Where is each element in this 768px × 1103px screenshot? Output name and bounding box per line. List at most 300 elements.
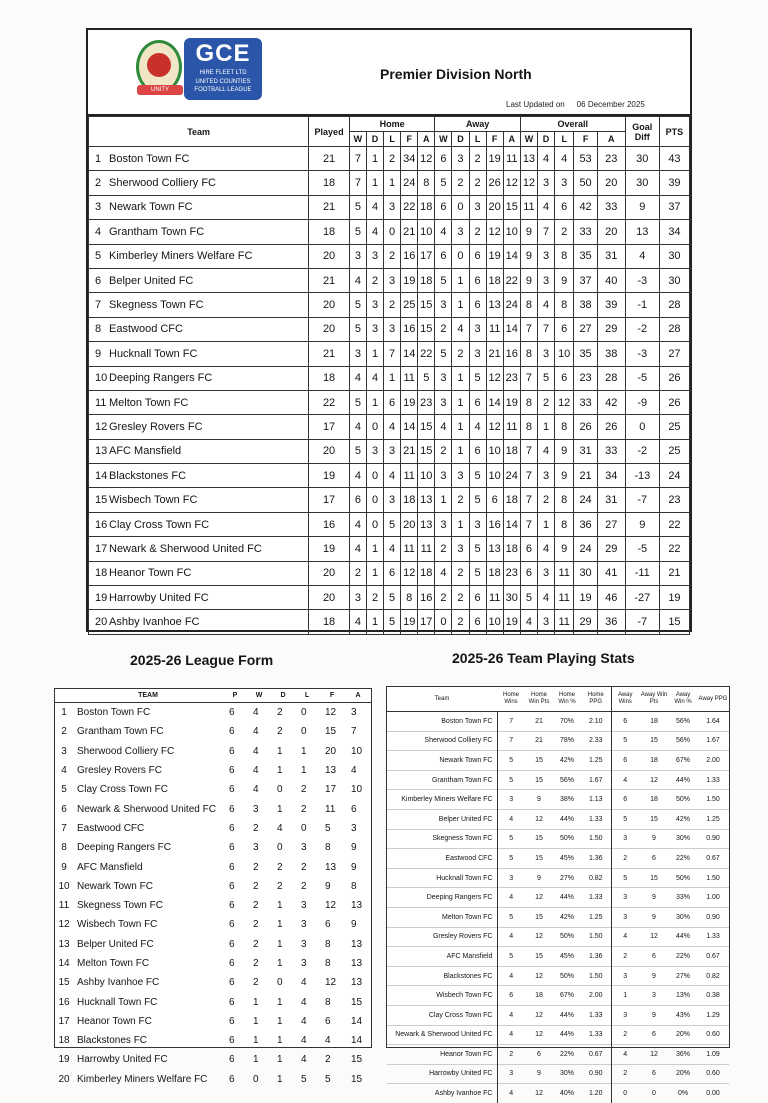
stat-cell: 30: [574, 561, 598, 585]
stats-cell: 1.33: [581, 888, 611, 908]
form-table: [55, 689, 371, 1089]
stat-cell: 5: [435, 268, 452, 292]
stats-cell: 44%: [553, 888, 581, 908]
form-title: 2025-26 League Form: [130, 652, 274, 668]
team-cell: [89, 171, 309, 195]
stat-cell: 6: [469, 293, 486, 317]
stat-cell: 20: [309, 561, 350, 585]
sub-header-a: A: [503, 132, 520, 147]
table-row: [89, 195, 690, 219]
stat-cell: 2: [452, 342, 469, 366]
division-title: Premier Division North: [380, 66, 532, 82]
form-stat-cell: 12: [325, 707, 337, 719]
stat-cell: 5: [349, 317, 366, 341]
table-row: [89, 342, 690, 366]
form-stat-cell: 3: [301, 842, 307, 854]
stat-cell: 0: [366, 512, 383, 536]
table-row: [55, 742, 371, 761]
stats-cell: 3: [497, 790, 525, 810]
stat-cell: 7: [349, 147, 366, 171]
table-row: [387, 1045, 729, 1065]
stats-team-name: Newark Town FC: [387, 751, 497, 771]
stat-cell: 4: [349, 366, 366, 390]
form-team-name: Belper United FC: [77, 938, 154, 950]
stats-cell: 0%: [669, 1084, 697, 1103]
stat-cell: 39: [659, 171, 689, 195]
stats-cell: 6: [497, 986, 525, 1006]
stat-cell: 9: [520, 244, 537, 268]
form-col-l: L: [295, 689, 319, 703]
stat-cell: 33: [574, 390, 598, 414]
form-position: 5: [61, 784, 67, 796]
stats-cell: 15: [639, 731, 669, 751]
stat-cell: 31: [597, 488, 625, 512]
form-position: 12: [58, 919, 70, 931]
form-stat-cell: 0: [277, 784, 283, 796]
stats-cell: 15: [639, 868, 669, 888]
stat-cell: -27: [625, 586, 659, 610]
stats-table-panel: [386, 686, 730, 1098]
stats-cell: 3: [497, 868, 525, 888]
stat-cell: 3: [384, 488, 401, 512]
stat-cell: 14: [503, 512, 520, 536]
form-position: 13: [58, 938, 70, 950]
stat-cell: 3: [537, 342, 554, 366]
stats-cell: 15: [525, 751, 553, 771]
stat-cell: 26: [597, 415, 625, 439]
stat-cell: 2: [435, 439, 452, 463]
stats-cell: 3: [611, 907, 639, 927]
stats-cell: 2.00: [697, 751, 729, 771]
stat-cell: 7: [537, 220, 554, 244]
form-stat-cell: 14: [351, 1035, 363, 1047]
form-stat-cell: 4: [301, 996, 307, 1008]
stats-team-name: AFC Mansfield: [387, 947, 497, 967]
stat-cell: 30: [659, 244, 689, 268]
stat-cell: 29: [597, 537, 625, 561]
stat-cell: 3: [452, 147, 469, 171]
team-cell: [89, 342, 309, 366]
stat-cell: 5: [349, 439, 366, 463]
stat-cell: 7: [349, 171, 366, 195]
form-stat-cell: 5: [325, 822, 331, 834]
stat-cell: 15: [418, 317, 435, 341]
stat-cell: 16: [503, 342, 520, 366]
form-stat-cell: 13: [351, 958, 363, 969]
stats-cell: 22%: [669, 849, 697, 869]
stat-cell: 22: [401, 195, 418, 219]
stats-cell: 6: [639, 947, 669, 967]
stats-cell: 1.50: [581, 829, 611, 849]
stat-cell: 0: [366, 488, 383, 512]
form-stat-cell: 1: [277, 1035, 283, 1047]
stats-team-name: Sherwood Colliery FC: [387, 731, 497, 751]
team-name: Melton Town FC: [109, 396, 189, 409]
team-name: Gresley Rovers FC: [109, 420, 203, 433]
stat-cell: 11: [486, 586, 503, 610]
form-col-w: W: [247, 689, 271, 703]
stat-cell: 28: [597, 366, 625, 390]
stats-cell: 9: [639, 907, 669, 927]
form-stat-cell: 6: [229, 1073, 235, 1085]
stat-cell: 1: [452, 512, 469, 536]
stats-team-name: Belper United FC: [387, 809, 497, 829]
col-away: Away: [435, 117, 521, 132]
stat-cell: 3: [384, 439, 401, 463]
stat-cell: 19: [503, 390, 520, 414]
table-row: [55, 1050, 371, 1069]
crest-ball-icon: [147, 53, 171, 77]
sub-header-l: L: [469, 132, 486, 147]
team-cell: [89, 268, 309, 292]
stat-cell: 35: [574, 244, 598, 268]
form-position: 10: [58, 880, 70, 892]
stats-cell: 6: [611, 790, 639, 810]
stats-cell: 1.25: [581, 751, 611, 771]
stat-cell: 3: [435, 293, 452, 317]
stats-cell: 9: [639, 888, 669, 908]
form-stat-cell: 3: [301, 958, 307, 969]
stats-cell: 13%: [669, 986, 697, 1006]
form-col-p: P: [223, 689, 247, 703]
stat-cell: 21: [309, 147, 350, 171]
form-stat-cell: 2: [301, 803, 307, 815]
stats-cell: 67%: [669, 751, 697, 771]
form-stat-cell: 1: [253, 1015, 259, 1027]
stats-cell: 1.33: [697, 927, 729, 947]
stats-cell: 4: [611, 1045, 639, 1065]
table-row: [89, 366, 690, 390]
form-position: 19: [58, 1054, 70, 1066]
stats-cell: 1.09: [697, 1045, 729, 1065]
stat-cell: 2: [366, 268, 383, 292]
stat-cell: 6: [384, 561, 401, 585]
form-team-name: Ashby Ivanhoe FC: [77, 977, 160, 989]
stat-cell: 18: [309, 171, 350, 195]
stats-cell: 2: [497, 1045, 525, 1065]
stats-cell: 15: [525, 770, 553, 790]
last-updated: [506, 100, 645, 109]
stat-cell: 50: [574, 171, 598, 195]
stat-cell: 2: [469, 171, 486, 195]
form-stat-cell: 4: [301, 1015, 307, 1027]
stat-cell: 3: [349, 342, 366, 366]
table-row: [89, 439, 690, 463]
stat-cell: 5: [349, 195, 366, 219]
stats-cell: 2: [611, 947, 639, 967]
stat-cell: 12: [503, 171, 520, 195]
sub-header-l: L: [555, 132, 574, 147]
stat-cell: 3: [366, 317, 383, 341]
stats-cell: 0.60: [697, 1025, 729, 1045]
stat-cell: 0: [366, 464, 383, 488]
stats-cell: 2: [611, 1025, 639, 1045]
stats-cell: 5: [497, 751, 525, 771]
stat-cell: -2: [625, 439, 659, 463]
form-team-name: Blackstones FC: [77, 1035, 148, 1047]
stat-cell: 33: [597, 195, 625, 219]
stat-cell: 8: [418, 171, 435, 195]
stats-cell: 1.36: [581, 947, 611, 967]
form-stat-cell: 4: [253, 726, 259, 738]
stat-cell: 3: [452, 220, 469, 244]
form-body: [55, 703, 371, 1089]
stats-body: [387, 712, 729, 1103]
stats-cell: 5: [497, 947, 525, 967]
stats-cell: 22%: [669, 947, 697, 967]
stat-cell: -7: [625, 610, 659, 634]
stat-cell: 8: [520, 390, 537, 414]
stat-cell: 8: [401, 586, 418, 610]
stat-cell: 40: [597, 268, 625, 292]
table-row: [387, 731, 729, 751]
form-stat-cell: 6: [229, 784, 235, 796]
form-stat-cell: 0: [301, 726, 307, 738]
stat-cell: 18: [503, 537, 520, 561]
stats-cell: 40%: [553, 1084, 581, 1103]
form-stat-cell: 4: [253, 707, 259, 719]
stats-cell: 50%: [553, 927, 581, 947]
table-row: [89, 488, 690, 512]
stat-cell: 12: [520, 171, 537, 195]
stats-cell: 21: [525, 712, 553, 732]
stat-cell: 5: [469, 366, 486, 390]
sub-header-f: F: [574, 132, 598, 147]
table-row: [387, 770, 729, 790]
stat-cell: 3: [435, 512, 452, 536]
stats-col-7: Away Win %: [669, 687, 697, 712]
form-stat-cell: 10: [351, 784, 363, 796]
stat-cell: 20: [309, 244, 350, 268]
stat-cell: 9: [555, 464, 574, 488]
stats-cell: 1.33: [581, 1025, 611, 1045]
form-stat-cell: 1: [301, 765, 307, 777]
stats-cell: 15: [525, 947, 553, 967]
form-stat-cell: 0: [301, 822, 307, 834]
table-row: [387, 868, 729, 888]
form-header-row: [55, 689, 371, 703]
stats-cell: 12: [525, 1025, 553, 1045]
stat-cell: 4: [452, 317, 469, 341]
form-stat-cell: 7: [351, 726, 357, 738]
stats-cell: 20%: [669, 1025, 697, 1045]
stats-cell: 44%: [553, 1005, 581, 1025]
form-stat-cell: 1: [277, 919, 283, 931]
form-stat-cell: 15: [351, 1073, 363, 1085]
stats-cell: 3: [611, 888, 639, 908]
table-row: [55, 1070, 371, 1089]
stat-cell: 5: [469, 537, 486, 561]
stat-cell: 9: [555, 439, 574, 463]
stats-cell: 2: [611, 1064, 639, 1084]
position: 20: [95, 616, 108, 629]
stat-cell: 5: [349, 220, 366, 244]
stats-cell: 12: [525, 809, 553, 829]
stats-cell: 3: [611, 1005, 639, 1025]
stat-cell: 16: [401, 244, 418, 268]
table-row: [89, 586, 690, 610]
stat-cell: 1: [452, 390, 469, 414]
stats-col-0: Team: [387, 687, 497, 712]
stats-title: 2025-26 Team Playing Stats: [452, 650, 635, 666]
stat-cell: 10: [486, 610, 503, 634]
form-position: 2: [61, 726, 67, 738]
stat-cell: 1: [452, 366, 469, 390]
stat-cell: 0: [625, 415, 659, 439]
stat-cell: 20: [401, 512, 418, 536]
form-stat-cell: 1: [277, 958, 283, 969]
position: 1: [95, 152, 102, 165]
stat-cell: 24: [659, 464, 689, 488]
col-home: Home: [349, 117, 434, 132]
sub-header-f: F: [401, 132, 418, 147]
stats-cell: 18: [639, 790, 669, 810]
form-stat-cell: 0: [277, 842, 283, 854]
table-row: [55, 819, 371, 838]
stat-cell: 3: [537, 171, 554, 195]
stat-cell: 3: [537, 561, 554, 585]
form-team-name: Deeping Rangers FC: [77, 842, 171, 854]
stats-team-name: Skegness Town FC: [387, 829, 497, 849]
stat-cell: 8: [555, 488, 574, 512]
stat-cell: 38: [597, 342, 625, 366]
form-stat-cell: 4: [253, 784, 259, 796]
stat-cell: 1: [366, 610, 383, 634]
stats-cell: 0.60: [697, 1064, 729, 1084]
stats-cell: 1.33: [581, 809, 611, 829]
stat-cell: 4: [537, 293, 554, 317]
stats-cell: 1.67: [697, 731, 729, 751]
form-col-pos: [55, 689, 73, 703]
team-name: Belper United FC: [109, 274, 194, 287]
stat-cell: 6: [469, 439, 486, 463]
stats-cell: 4: [497, 927, 525, 947]
stats-cell: 56%: [553, 770, 581, 790]
stat-cell: 18: [309, 220, 350, 244]
position: 3: [95, 201, 102, 214]
table-row: [387, 927, 729, 947]
stat-cell: 30: [659, 268, 689, 292]
stats-cell: 2.10: [581, 712, 611, 732]
table-row: [89, 268, 690, 292]
stat-cell: 10: [555, 342, 574, 366]
stat-cell: 6: [349, 488, 366, 512]
stat-cell: 3: [435, 390, 452, 414]
team-cell: [89, 366, 309, 390]
stat-cell: 4: [349, 415, 366, 439]
form-stat-cell: 15: [351, 1054, 363, 1066]
stat-cell: 13: [625, 220, 659, 244]
table-row: [387, 712, 729, 732]
stat-cell: 5: [469, 488, 486, 512]
table-row: [89, 415, 690, 439]
stat-cell: 3: [555, 171, 574, 195]
stat-cell: 30: [503, 586, 520, 610]
table-row: [89, 464, 690, 488]
form-stat-cell: 9: [325, 880, 331, 892]
form-stat-cell: 9: [351, 861, 357, 873]
form-stat-cell: 6: [229, 745, 235, 757]
stats-cell: 3: [497, 1064, 525, 1084]
form-position: 3: [61, 745, 67, 757]
stats-cell: 12: [639, 927, 669, 947]
table-row: [387, 986, 729, 1006]
stats-cell: 0.67: [697, 849, 729, 869]
stat-cell: 11: [503, 415, 520, 439]
stats-cell: 44%: [669, 770, 697, 790]
stat-cell: 7: [520, 317, 537, 341]
stats-cell: 15: [525, 829, 553, 849]
form-stat-cell: 2: [253, 880, 259, 892]
stat-cell: 31: [597, 244, 625, 268]
stat-cell: 4: [520, 610, 537, 634]
stat-cell: 2: [435, 586, 452, 610]
stats-cell: 45%: [553, 849, 581, 869]
stat-cell: 17: [309, 415, 350, 439]
stats-cell: 12: [639, 1045, 669, 1065]
stat-cell: 13: [418, 488, 435, 512]
stat-cell: 7: [520, 439, 537, 463]
stat-cell: 19: [659, 586, 689, 610]
stat-cell: 1: [366, 171, 383, 195]
stat-cell: 11: [520, 195, 537, 219]
stat-cell: 3: [349, 244, 366, 268]
form-stat-cell: 6: [229, 726, 235, 738]
stat-cell: 1: [452, 439, 469, 463]
stat-cell: 26: [659, 390, 689, 414]
stat-cell: 2: [435, 537, 452, 561]
form-stat-cell: 6: [229, 803, 235, 815]
stats-cell: 18: [525, 986, 553, 1006]
form-stat-cell: 17: [325, 784, 337, 796]
stat-cell: 5: [537, 366, 554, 390]
stat-cell: 12: [418, 147, 435, 171]
stat-cell: 2: [384, 244, 401, 268]
form-team-name: Wisbech Town FC: [77, 919, 158, 931]
stats-team-name: Hucknall Town FC: [387, 868, 497, 888]
stats-col-3: Home Win %: [553, 687, 581, 712]
stats-team-name: Ashby Ivanhoe FC: [387, 1084, 497, 1103]
form-stat-cell: 1: [277, 803, 283, 815]
form-stat-cell: 2: [277, 880, 283, 892]
stat-cell: 23: [574, 366, 598, 390]
table-row: [55, 1031, 371, 1050]
league-logo: [132, 36, 264, 106]
stat-cell: 17: [309, 488, 350, 512]
form-stat-cell: 3: [351, 707, 357, 719]
stats-cell: 70%: [553, 712, 581, 732]
form-stat-cell: 2: [301, 861, 307, 873]
stat-cell: 6: [384, 390, 401, 414]
crest-icon: [136, 40, 182, 94]
form-stat-cell: 6: [325, 919, 331, 931]
stats-cell: 36%: [669, 1045, 697, 1065]
stat-cell: 35: [574, 342, 598, 366]
stats-team-name: Heanor Town FC: [387, 1045, 497, 1065]
form-table-panel: [54, 688, 372, 1085]
team-name: AFC Mansfield: [109, 445, 182, 458]
stat-cell: 16: [486, 512, 503, 536]
stats-cell: 5: [611, 868, 639, 888]
team-cell: [89, 488, 309, 512]
table-row: [55, 761, 371, 780]
stat-cell: -5: [625, 366, 659, 390]
stats-cell: 42%: [669, 809, 697, 829]
form-stat-cell: 2: [277, 726, 283, 738]
form-position: 11: [58, 900, 70, 912]
form-col-a: A: [345, 689, 371, 703]
form-stat-cell: 0: [301, 707, 307, 719]
